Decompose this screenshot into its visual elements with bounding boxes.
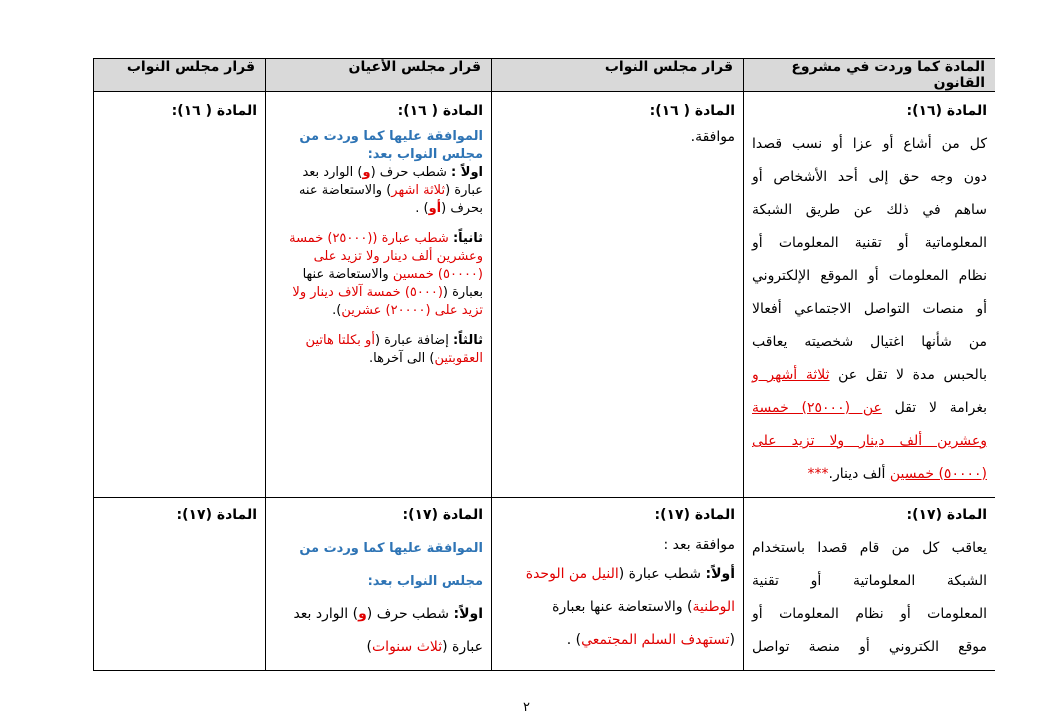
amendment-second: ثانياً: شطب عبارة ((٢٥٠٠٠) خمسة وعشرين ألف دينار ولا تزيد على (٥٠٠٠٠) خمسين والاستعاضة عنها بعبارة ((٥٠٠٠) خمسة آلاف دينار ولا تزيد على (٢٠٠٠٠) عشرين). [289, 231, 483, 318]
agreement-text: الموافقة عليها كما وردت من مجلس النواب بعد: [299, 129, 483, 162]
article17-house-cell [492, 498, 744, 671]
amendment-third: ثالثاً: إضافة عبارة (أو بكلتا هاتين العقوبتين) الى آخرها. [305, 333, 483, 366]
text-line: أو منصات التواصل الاجتماعي أفعالا [752, 301, 987, 317]
text-line: الشبكة المعلوماتية أو تقنية [752, 573, 987, 589]
article17-senate-cell [266, 498, 492, 671]
article-title: المادة (١٧): [402, 507, 483, 523]
table-row [94, 498, 996, 671]
text-line: بغرامة لا تقل عن (٢٥٠٠٠) خمسة [752, 400, 987, 416]
header-house-decision-final: قرار مجلس النواب [94, 59, 266, 92]
table-header-row [94, 59, 996, 92]
comparison-table [93, 58, 995, 671]
page-number: ٢ [523, 700, 530, 715]
amended-text: عن (٢٥٠٠٠) خمسة [752, 400, 882, 416]
agreement-text: موافقة بعد : [663, 537, 735, 553]
text-line: المعلومات أو نظام المعلومات أو [752, 606, 987, 622]
article16-house-final-cell [94, 92, 266, 498]
article-title: المادة (١٦): [906, 103, 987, 119]
asterisks: *** [807, 466, 829, 482]
amended-text: ثلاثة أشهر و [752, 367, 830, 383]
article-title: المادة ( ١٦): [649, 103, 735, 119]
decision-text: موافقة. [690, 129, 735, 145]
article16-senate-cell [266, 92, 492, 498]
header-house-decision: قرار مجلس النواب [492, 59, 744, 92]
article-title: المادة (١٧): [654, 507, 735, 523]
amendment-first: أولاً: شطب عبارة (النيل من الوحدة الوطنية) والاستعاضة عنها بعبارة (تستهدف السلم المجتمعي) . [525, 566, 735, 648]
amendment-first: اولاً : شطب حرف (و) الوارد بعد عبارة (ثلاثة اشهر) والاستعاضة عنه بحرف (أو) . [298, 165, 483, 216]
text-line: المعلوماتية أو تقنية المعلومات أو [752, 235, 987, 251]
article16-draft-cell [744, 92, 996, 498]
header-draft-law: المادة كما وردت في مشروع القانون [744, 59, 996, 92]
text-line: ساهم في ذلك عن طريق الشبكة [752, 202, 987, 218]
header-senate-decision: قرار مجلس الأعيان [266, 59, 492, 92]
text-line: يعاقب كل من قام قصدا باستخدام [752, 540, 987, 556]
amendment-first: اولاً: شطب حرف (و) الوارد بعد عبارة (ثلاث سنوات) [293, 606, 483, 655]
amended-text: (٥٠٠٠٠) خمسين [889, 466, 987, 482]
article17-draft-cell [744, 498, 996, 671]
text-line: موقع الكتروني أو منصة تواصل [752, 639, 987, 655]
amended-text: وعشرين ألف دينار ولا تزيد على [752, 433, 987, 449]
text-line: (٥٠٠٠٠) خمسين ألف دينار.*** [807, 466, 987, 482]
text-line: من شأنها اغتيال شخصيته يعاقب [752, 334, 987, 350]
text-line: بالحبس مدة لا تقل عن ثلاثة أشهر و [752, 367, 987, 383]
article16-house-cell [492, 92, 744, 498]
article-title: المادة ( ١٦): [397, 103, 483, 119]
article17-house-final-cell [94, 498, 266, 671]
table-row [94, 92, 996, 498]
agreement-text: الموافقة عليها كما وردت من مجلس النواب بعد: [299, 541, 483, 589]
article-title: المادة (١٧): [176, 507, 257, 523]
text-line: كل من أشاع أو عزا أو نسب قصدا [752, 136, 987, 152]
text-line: دون وجه حق إلى أحد الأشخاص أو [752, 169, 987, 185]
text-line: نظام المعلومات أو الموقع الإلكتروني [752, 268, 987, 284]
article-title: المادة (١٧): [906, 507, 987, 523]
article-title: المادة ( ١٦): [171, 103, 257, 119]
comparison-table-container [93, 58, 995, 674]
